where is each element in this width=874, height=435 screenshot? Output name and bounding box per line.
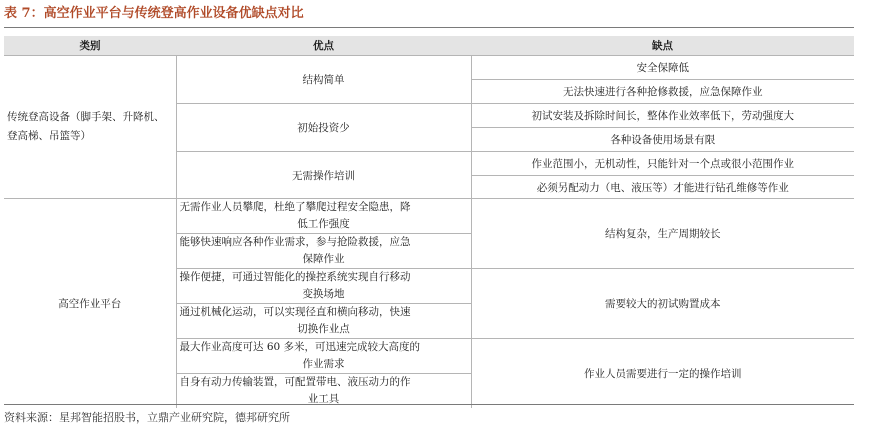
- header-row: [4, 36, 854, 56]
- title-divider: [4, 27, 854, 28]
- pro-cell: 结构简单: [176, 56, 471, 104]
- table-title: 表 7：高空作业平台与传统登高作业设备优缺点对比: [4, 6, 304, 21]
- con-cell: 作业人员需要进行一定的操作培训: [584, 368, 742, 380]
- pro-cell: [176, 304, 471, 339]
- header-category: 类别: [4, 36, 176, 56]
- pro-cell: [176, 199, 471, 234]
- pro-cell: [176, 374, 471, 409]
- con-cell: 初试安装及拆除时间长，整体作业效率低下，劳动强度大: [471, 104, 854, 128]
- pro-line: 切换作业点: [297, 323, 350, 335]
- category-traditional: 传统登高设备（脚手架、升降机、登高梯、吊篮等）: [4, 56, 176, 199]
- con-cell: 无法快速进行各种抢修救援，应急保障作业: [471, 80, 854, 104]
- pro-line: 能够快速响应各种作业需求，参与抢险救援，应急: [179, 236, 411, 248]
- pro-cell: [176, 339, 471, 374]
- table-row: [4, 56, 854, 80]
- table-bottom-divider: [4, 404, 854, 405]
- con-cell: 作业范围小，无机动性，只能针对一个点或很小范围作业: [471, 152, 854, 176]
- header-cons: 缺点: [471, 36, 854, 56]
- con-cell: 安全保障低: [471, 56, 854, 80]
- pro-line: 自身有动力传输装置，可配置带电、液压动力的作: [179, 376, 411, 388]
- category-aerial-platform: 高空作业平台: [4, 199, 176, 409]
- table-row: [4, 199, 854, 234]
- con-cell: 各种设备使用场景有限: [471, 128, 854, 152]
- pro-line: 变换场地: [302, 288, 345, 300]
- con-cell: 需要较大的初试购置成本: [471, 269, 854, 339]
- comparison-table: [4, 36, 854, 408]
- pro-cell: [176, 234, 471, 269]
- pro-line: 通过机械化运动，可以实现径直和横向移动，快速: [179, 306, 411, 318]
- pro-line: 作业需求: [302, 358, 345, 370]
- pro-cell: 无需操作培训: [176, 152, 471, 199]
- pro-line: 最大作业高度可达 60 多米，可迅速完成较大高度的: [179, 341, 421, 353]
- pro-cell: [176, 269, 471, 304]
- pro-line: 保障作业: [302, 253, 345, 265]
- pro-line: 业工具: [307, 393, 340, 405]
- pro-line: 无需作业人员攀爬，杜绝了攀爬过程安全隐患，降: [179, 201, 411, 213]
- con-cell: 结构复杂，生产周期较长: [471, 199, 854, 269]
- pro-line: 低工作强度: [297, 218, 350, 230]
- pro-cell: 初始投资少: [176, 104, 471, 152]
- con-cell: 必须另配动力（电、液压等）才能进行钻孔维修等作业: [471, 176, 854, 199]
- pro-line: 操作便捷，可通过智能化的操控系统实现自行移动: [179, 271, 411, 283]
- header-pros: 优点: [176, 36, 471, 56]
- source-note: 资料来源：星邦智能招股书，立鼎产业研究院，德邦研究所: [4, 411, 290, 424]
